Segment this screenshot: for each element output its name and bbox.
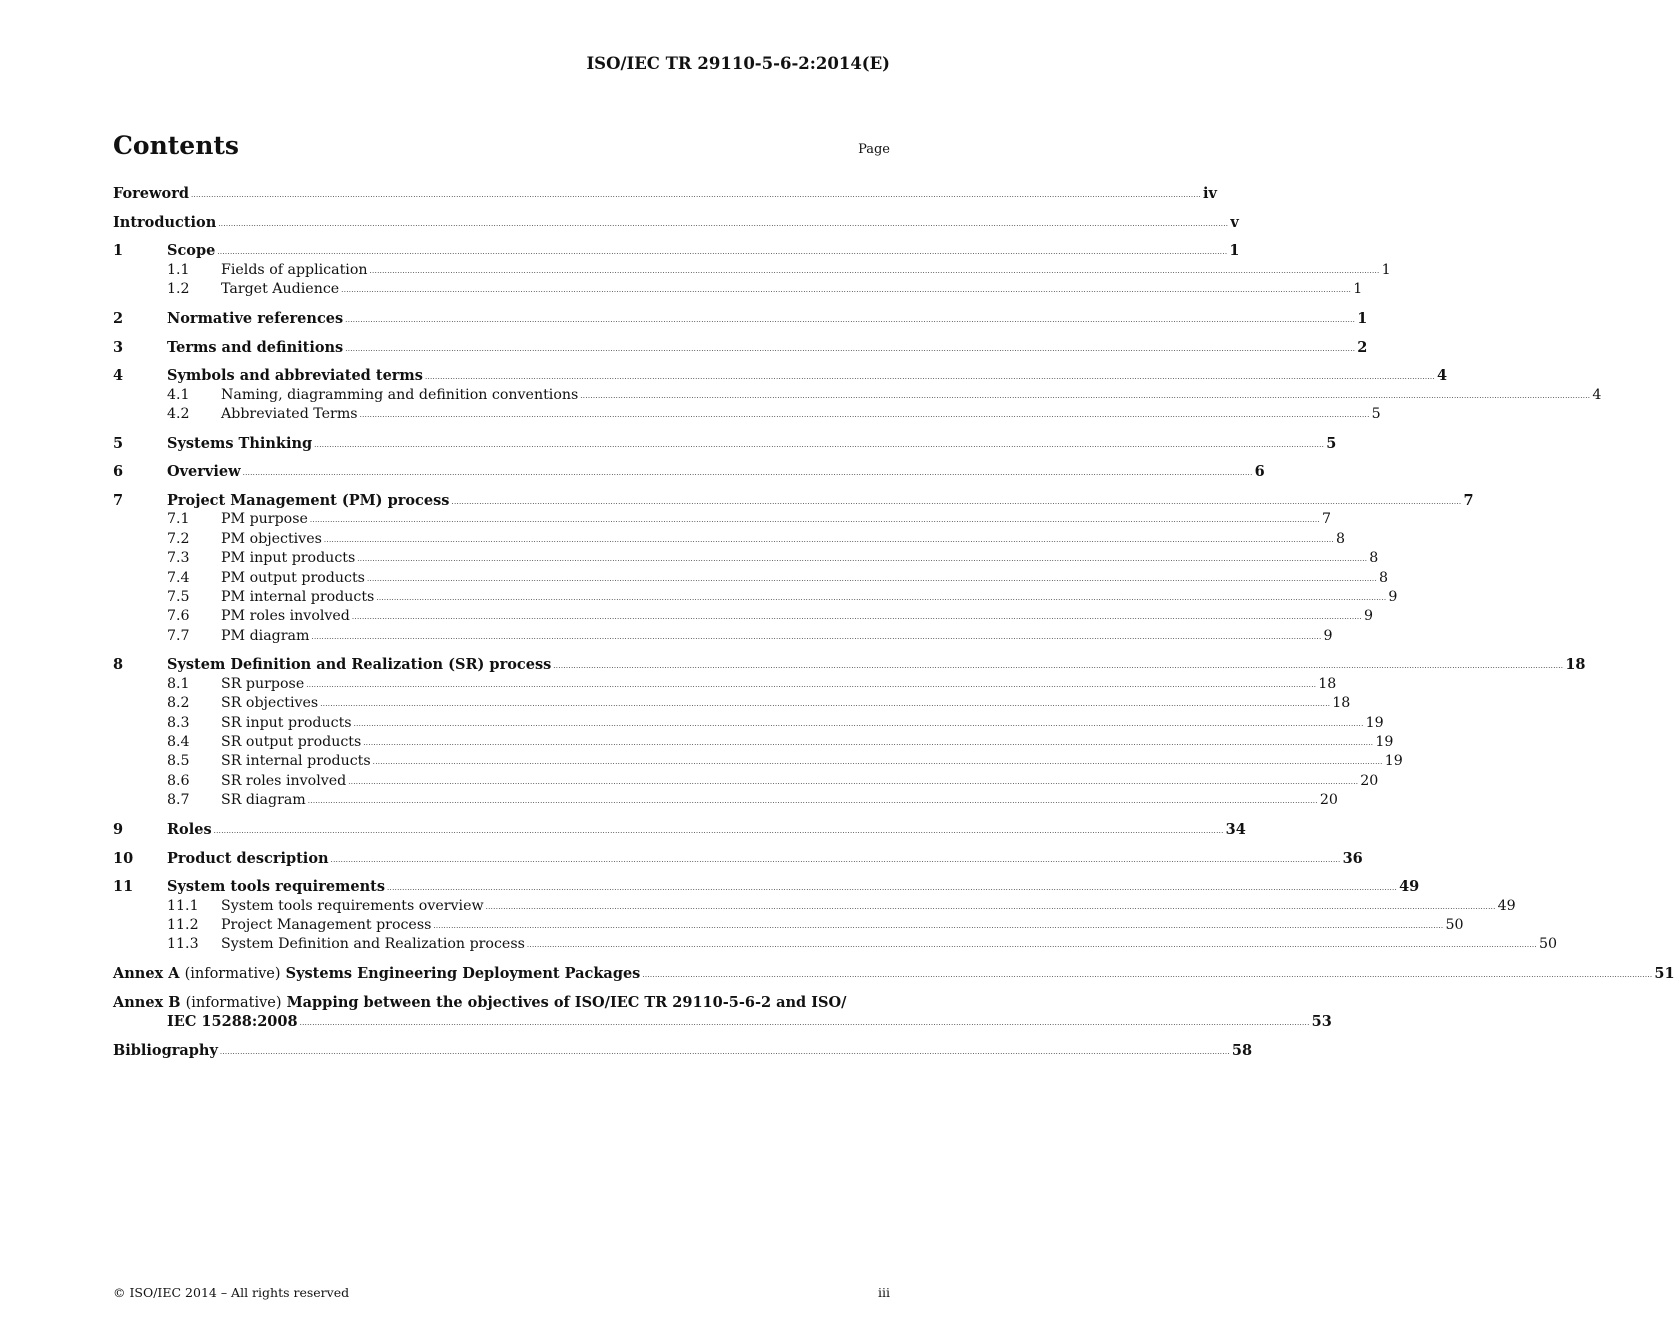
toc-section-4[interactable] [113,367,1448,386]
subsection-page: 8 [1379,569,1389,586]
toc-section-3[interactable] [113,338,1368,358]
toc-subsection[interactable] [113,386,1602,406]
subsection-title: PM roles involved [221,608,350,625]
document-id: ISO/IEC TR 29110-5-6-2:2014(E) [586,54,890,73]
toc-subsection[interactable] [113,936,1557,955]
subsection-number: 7.5 [167,589,190,606]
dot-leader: ................................................................................................................................................................................................................................................................................................................................................................................................................ [314,440,1325,449]
annex-name-continued: IEC 15288:2008 [167,1013,298,1031]
dot-leader: ................................................................................................................................................................................................................................................................................................................................................................................................................ [642,971,1653,980]
toc-subsection[interactable] [113,511,1331,530]
toc-subsection[interactable] [113,281,1363,300]
section-page: 2 [1357,338,1368,356]
subsection-page: 20 [1360,772,1379,789]
subsection-number: 8.6 [167,772,190,789]
section-title: Project Management (PM) process [167,492,450,510]
toc-section-10[interactable] [113,849,1363,869]
annex-name: Mapping between the objectives of ISO/IEC TR 29110-5-6-2 and ISO/ [286,993,847,1011]
toc-section-11[interactable] [113,878,1420,897]
subsection-title: SR output products [221,734,362,751]
subsection-page: 19 [1365,714,1384,731]
section-title: Terms and definitions [167,338,344,356]
subsection-number: 8.7 [167,792,190,809]
page-number: iii [878,1285,890,1300]
dot-leader: ................................................................................................................................................................................................................................................................................................................................................................................................................ [306,680,1317,689]
subsection-number: 7.3 [167,550,190,567]
toc-annex-a[interactable] [113,965,1675,984]
subsection-title: Target Audience [221,281,340,298]
dot-leader: ................................................................................................................................................................................................................................................................................................................................................................................................................ [219,1047,1230,1056]
dot-leader: ................................................................................................................................................................................................................................................................................................................................................................................................................ [242,469,1253,478]
subsection-title: Project Management process [221,917,432,934]
annex-b-line-2 [113,1013,1332,1032]
section-number: 1 [113,242,124,260]
subsection-title: PM purpose [221,511,308,528]
subsection-number: 8.4 [167,734,190,751]
section-number: 5 [113,434,124,452]
dot-leader: ................................................................................................................................................................................................................................................................................................................................................................................................................ [553,662,1564,671]
toc-subsection[interactable] [113,627,1333,647]
subsection-title: SR objectives [221,695,319,712]
subsection-title: Fields of application [221,261,368,278]
section-page: 34 [1225,820,1246,838]
section-title: Scope [167,242,216,260]
section-number: 9 [113,820,124,838]
dot-leader: ................................................................................................................................................................................................................................................................................................................................................................................................................ [330,855,1341,864]
toc-subsection[interactable] [113,917,1464,936]
subsection-number: 7.2 [167,530,190,547]
page-footer [113,1285,890,1300]
dot-leader: ................................................................................................................................................................................................................................................................................................................................................................................................................ [580,391,1591,400]
subsection-title: PM diagram [221,627,310,644]
toc-entry-title: Foreword [113,185,189,202]
subsection-page: 1 [1381,261,1391,278]
toc-subsection[interactable] [113,550,1379,569]
subsection-page: 50 [1445,917,1464,934]
section-page: 18 [1565,656,1586,674]
toc-entry-introduction[interactable] [113,213,1239,233]
section-number: 7 [113,492,124,510]
toc-entry-bibliography[interactable] [113,1041,1253,1061]
copyright-notice: © ISO/IEC 2014 – All rights reserved [113,1285,350,1300]
section-page: 49 [1399,878,1420,896]
subsection-title: SR purpose [221,675,305,692]
section-page: 4 [1437,367,1448,385]
section-page: 7 [1463,492,1474,510]
annex-type: (informative) [184,966,281,983]
subsection-number: 1.2 [167,281,190,298]
subsection-title: SR roles involved [221,772,347,789]
dot-leader: ................................................................................................................................................................................................................................................................................................................................................................................................................ [190,191,1202,199]
dot-leader: ................................................................................................................................................................................................................................................................................................................................................................................................................ [353,719,1364,728]
subsection-number: 7.6 [167,608,190,625]
subsection-page: 4 [1592,386,1602,403]
dot-leader: ................................................................................................................................................................................................................................................................................................................................................................................................................ [366,574,1377,583]
subsection-page: 9 [1388,589,1398,606]
toc-section-9[interactable] [113,820,1246,840]
dot-leader: ................................................................................................................................................................................................................................................................................................................................................................................................................ [311,632,1322,641]
dot-leader: ................................................................................................................................................................................................................................................................................................................................................................................................................ [345,315,1356,324]
subsection-number: 8.3 [167,714,190,731]
section-page: 6 [1254,463,1265,481]
subsection-page: 19 [1384,753,1403,770]
section-title: Normative references [167,309,344,327]
dot-leader: ................................................................................................................................................................................................................................................................................................................................................................................................................ [320,700,1331,709]
subsection-page: 9 [1323,627,1333,644]
annex-name: Systems Engineering Deployment Packages [285,965,641,983]
toc-entry-page: 58 [1231,1041,1253,1059]
section-number: 8 [113,656,124,674]
toc-subsection[interactable] [113,772,1379,792]
section-page: 36 [1342,849,1363,867]
dot-leader: ................................................................................................................................................................................................................................................................................................................................................................................................................ [424,373,1435,382]
toc-subsection[interactable] [113,714,1384,734]
page-column-label: Page [858,142,890,157]
dot-leader: ................................................................................................................................................................................................................................................................................................................................................................................................................ [357,555,1368,564]
subsection-number: 4.1 [167,386,190,403]
dot-leader: ................................................................................................................................................................................................................................................................................................................................................................................................................ [309,516,1320,525]
subsection-page: 1 [1353,281,1363,298]
subsection-page: 5 [1371,406,1381,422]
table-of-contents [113,185,1675,1061]
dot-leader: ................................................................................................................................................................................................................................................................................................................................................................................................................ [348,777,1359,786]
section-number: 10 [113,849,134,867]
contents-heading: Contents [113,131,240,160]
toc-section-2[interactable] [113,309,1368,329]
subsection-title: SR input products [221,714,352,731]
dot-leader: ................................................................................................................................................................................................................................................................................................................................................................................................................ [218,219,1229,228]
dot-leader: ................................................................................................................................................................................................................................................................................................................................................................................................................ [526,941,1537,950]
subsection-title: PM internal products [221,589,375,606]
subsection-title: SR diagram [221,792,306,809]
annex-type: (informative) [185,994,282,1011]
section-title: System Definition and Realization (SR) process [167,656,552,674]
toc-entry-foreword[interactable] [113,185,1217,204]
subsection-page: 18 [1318,675,1337,692]
section-number: 4 [113,367,124,385]
toc-subsection[interactable] [113,897,1516,917]
section-title: System tools requirements [167,878,386,896]
dot-leader: ................................................................................................................................................................................................................................................................................................................................................................................................................ [451,498,1462,507]
subsection-page: 9 [1363,608,1373,625]
subsection-number: 7.1 [167,511,190,528]
toc-subsection[interactable] [113,608,1373,627]
toc-subsection[interactable] [113,406,1381,425]
section-title: Symbols and abbreviated terms [167,367,423,385]
subsection-number: 1.1 [167,261,190,278]
subsection-page: 8 [1335,530,1345,547]
subsection-page: 19 [1375,734,1394,751]
toc-section-5[interactable] [113,434,1337,454]
dot-leader: ................................................................................................................................................................................................................................................................................................................................................................................................................ [323,535,1334,544]
dot-leader: ................................................................................................................................................................................................................................................................................................................................................................................................................ [345,344,1356,353]
dot-leader: ................................................................................................................................................................................................................................................................................................................................................................................................................ [299,1019,1310,1028]
toc-section-8[interactable] [113,656,1586,675]
dot-leader: ................................................................................................................................................................................................................................................................................................................................................................................................................ [376,594,1387,603]
subsection-page: 8 [1369,550,1379,567]
toc-annex-b[interactable] [113,993,1332,1033]
toc-entry-title: Introduction [113,213,217,231]
subsection-page: 50 [1538,936,1557,953]
toc-subsection[interactable] [113,753,1403,772]
dot-leader: ................................................................................................................................................................................................................................................................................................................................................................................................................ [213,826,1224,835]
dot-leader: ................................................................................................................................................................................................................................................................................................................................................................................................................ [341,286,1352,295]
subsection-title: System Definition and Realization process [221,936,525,953]
dot-leader: ................................................................................................................................................................................................................................................................................................................................................................................................................ [217,248,1228,257]
annex-title [113,994,846,1011]
annex-label: Annex B [113,993,181,1011]
subsection-number: 11.2 [167,917,199,934]
subsection-number: 4.2 [167,406,190,422]
toc-subsection[interactable] [113,569,1389,589]
dot-leader: ................................................................................................................................................................................................................................................................................................................................................................................................................ [307,797,1318,806]
section-page: 1 [1229,242,1240,260]
dot-leader: ................................................................................................................................................................................................................................................................................................................................................................................................................ [369,266,1380,275]
subsection-number: 7.4 [167,569,190,586]
toc-subsection[interactable] [113,261,1391,281]
annex-page: 53 [1311,1013,1332,1031]
dot-leader: ................................................................................................................................................................................................................................................................................................................................................................................................................ [485,902,1496,911]
dot-leader: ................................................................................................................................................................................................................................................................................................................................................................................................................ [363,739,1374,748]
subsection-title: PM input products [221,550,356,567]
subsection-title: System tools requirements overview [221,897,484,914]
section-number: 11 [113,878,134,896]
annex-b-line-1 [113,994,890,1013]
section-page: 5 [1326,434,1337,452]
section-title: Overview [167,463,241,481]
subsection-page: 49 [1497,897,1516,914]
subsection-number: 8.2 [167,695,190,712]
annex-title [113,965,640,982]
subsection-page: 20 [1319,792,1338,809]
dot-leader: ................................................................................................................................................................................................................................................................................................................................................................................................................ [372,758,1383,767]
section-title: Systems Thinking [167,434,313,452]
toc-entry-title: Bibliography [113,1041,218,1059]
subsection-page: 18 [1332,695,1351,712]
section-number: 6 [113,463,124,481]
annex-page: 51 [1654,965,1675,983]
subsection-number: 8.1 [167,675,190,692]
subsection-page: 7 [1321,511,1331,528]
subsection-number: 7.7 [167,627,190,644]
toc-subsection[interactable] [113,675,1337,695]
toc-section-6[interactable] [113,463,1265,482]
toc-subsection[interactable] [113,734,1394,753]
toc-subsection[interactable] [113,530,1345,550]
toc-subsection[interactable] [113,695,1351,714]
toc-subsection[interactable] [113,792,1338,811]
section-number: 2 [113,309,124,327]
toc-section-1[interactable] [113,242,1240,261]
toc-section-7[interactable] [113,492,1474,511]
subsection-title: Abbreviated Terms [221,406,358,422]
toc-entry-page: v [1230,213,1239,231]
dot-leader: ................................................................................................................................................................................................................................................................................................................................................................................................................ [351,613,1362,622]
dot-leader: ................................................................................................................................................................................................................................................................................................................................................................................................................ [387,884,1398,893]
subsection-title: SR internal products [221,753,371,770]
annex-label: Annex A [113,965,180,983]
section-title: Product description [167,849,329,867]
subsection-number: 8.5 [167,753,190,770]
subsection-number: 11.1 [167,897,199,914]
subsection-title: PM objectives [221,530,322,547]
toc-subsection[interactable] [113,589,1398,608]
section-title: Roles [167,820,212,838]
subsection-title: PM output products [221,569,365,586]
subsection-number: 11.3 [167,936,199,953]
subsection-title: Naming, diagramming and definition conventions [221,386,579,403]
dot-leader: ................................................................................................................................................................................................................................................................................................................................................................................................................ [359,411,1370,419]
section-number: 3 [113,338,124,356]
section-page: 1 [1357,309,1368,327]
toc-entry-page: iv [1203,185,1217,202]
dot-leader: ................................................................................................................................................................................................................................................................................................................................................................................................................ [433,922,1444,931]
